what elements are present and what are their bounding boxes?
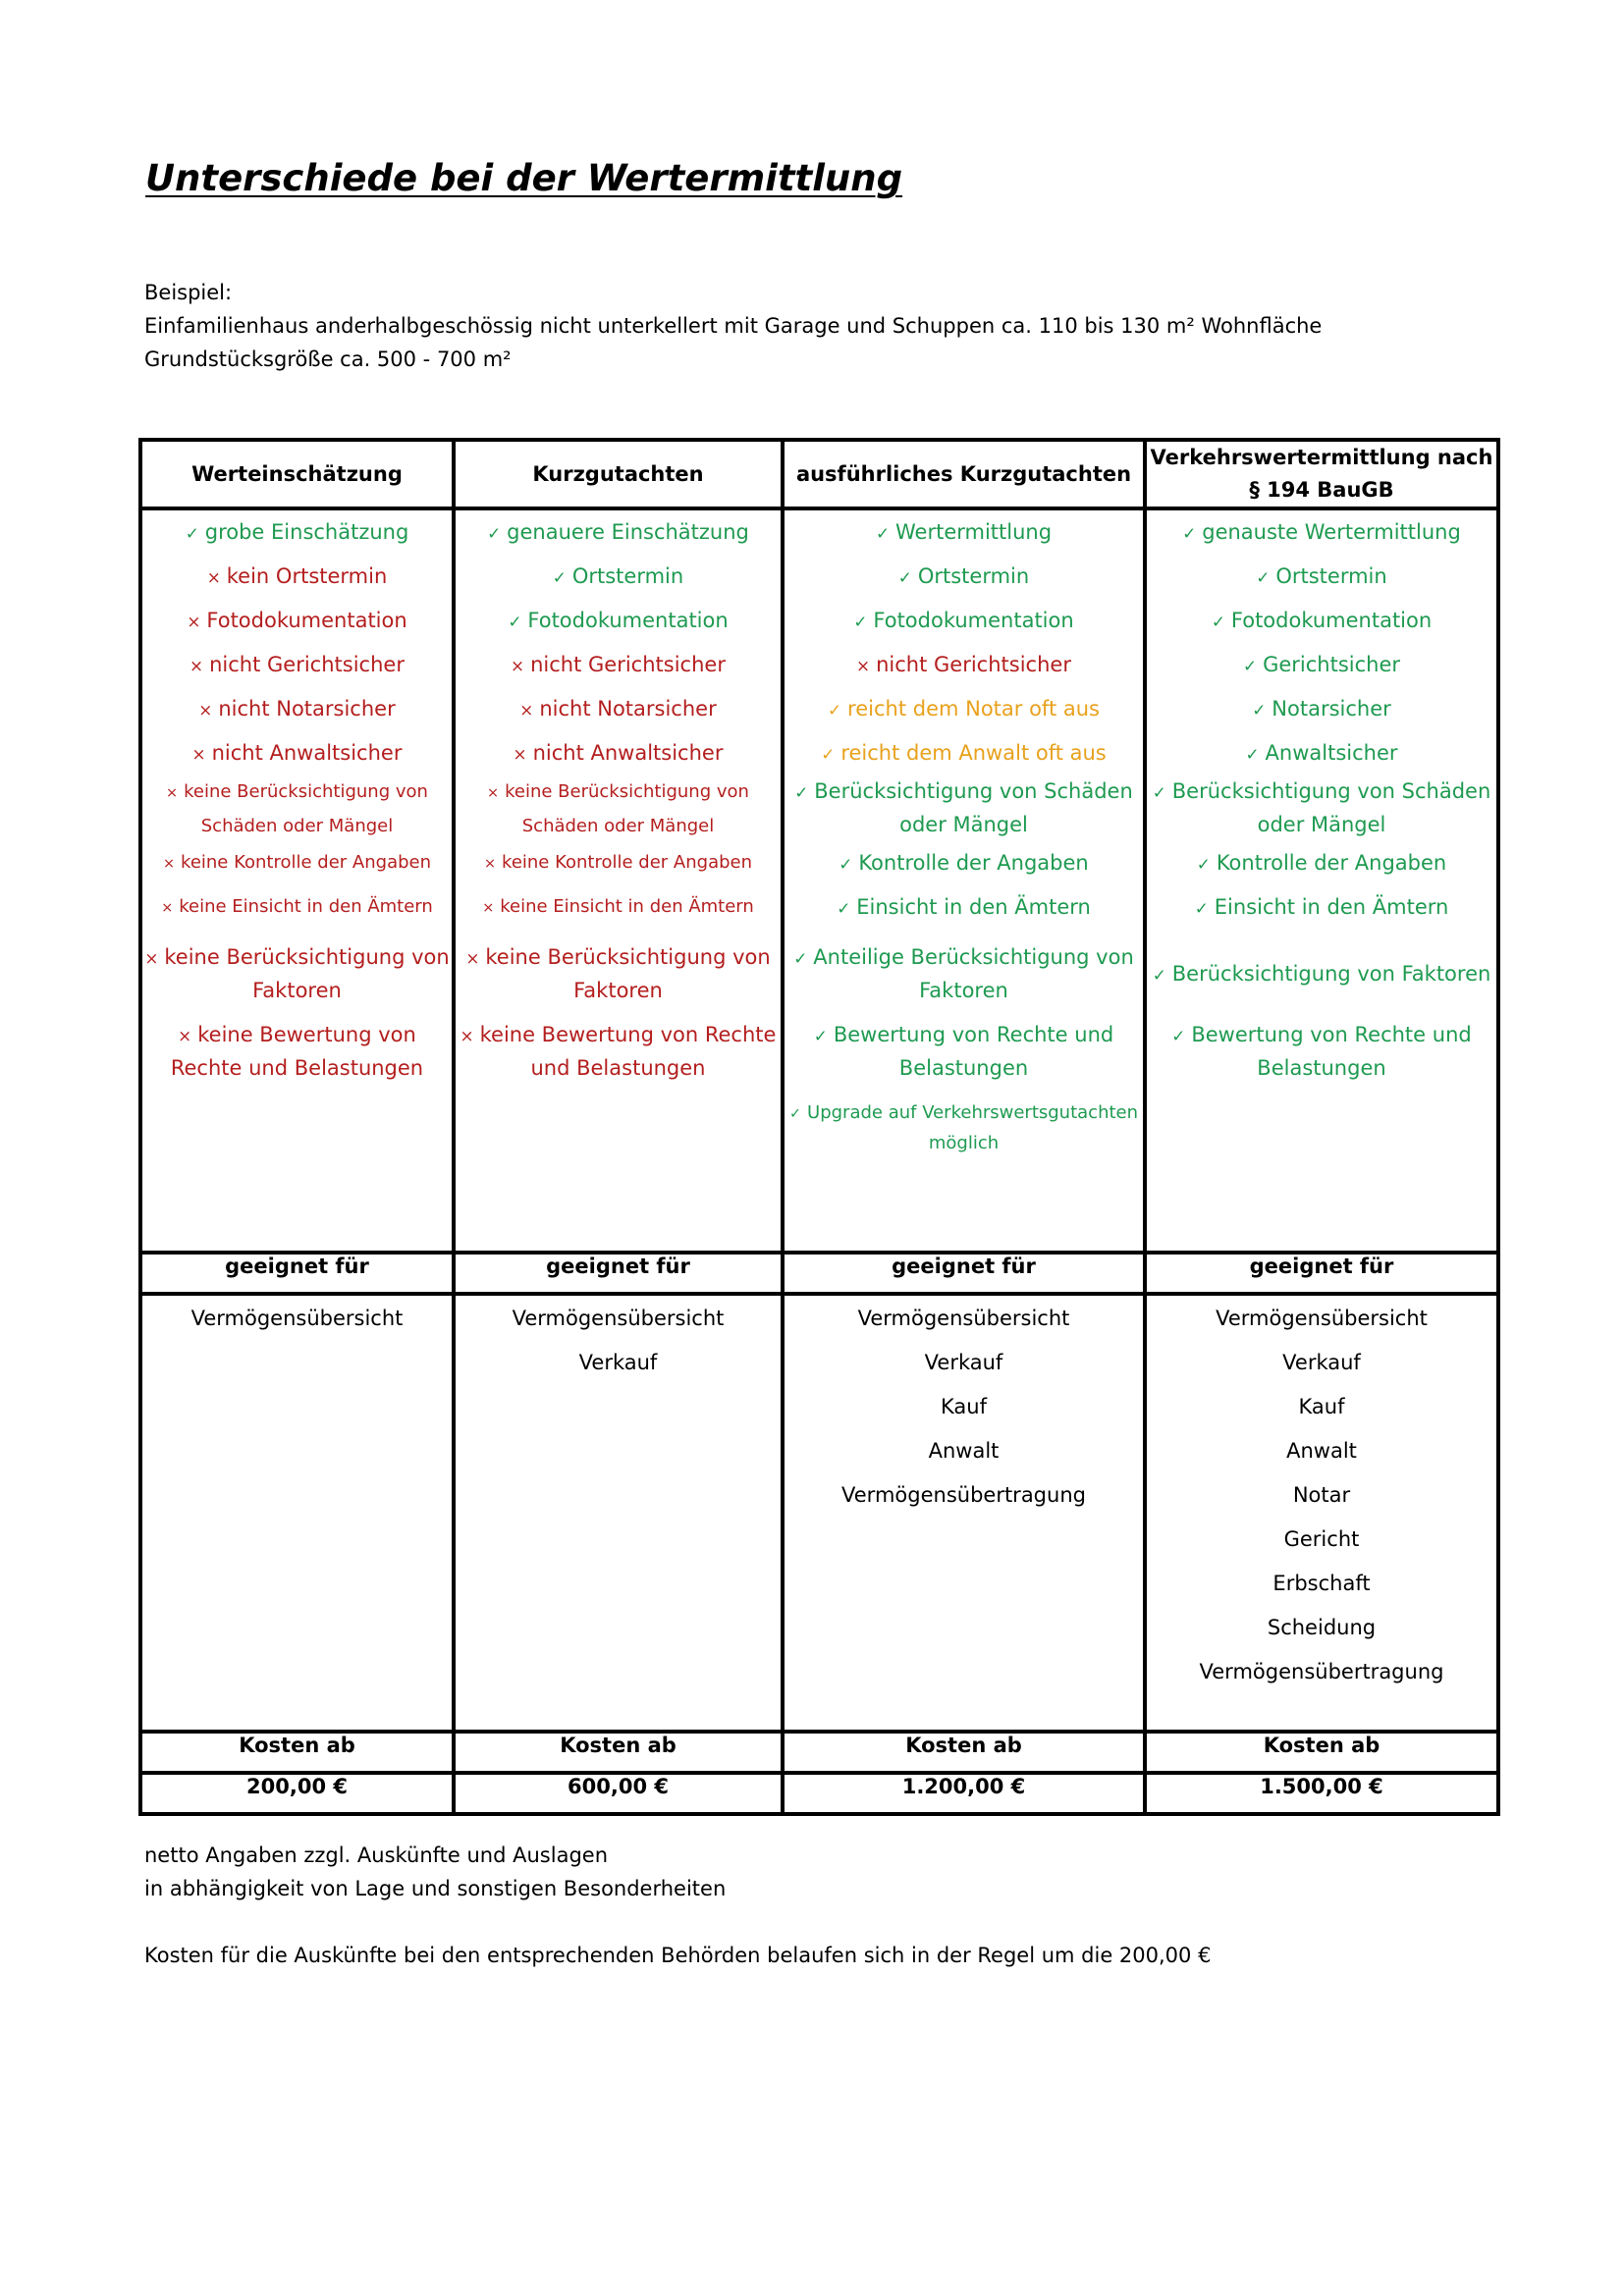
feature-text: Kontrolle der Angaben	[1216, 850, 1447, 875]
features-cell	[783, 508, 1145, 1253]
use-item: Scheidung	[1267, 1615, 1377, 1639]
feature-text: nicht Notarsicher	[218, 696, 396, 721]
check-icon: ✓	[897, 566, 912, 587]
uses-cell	[140, 1294, 454, 1732]
cross-icon: ×	[513, 743, 527, 764]
use-item: Verkauf	[578, 1350, 658, 1374]
feature-item	[142, 841, 452, 885]
features-cell	[1145, 508, 1498, 1253]
cross-icon: ×	[511, 655, 525, 675]
use-item: Vermögensübersicht	[512, 1306, 725, 1330]
feature-text: genauere Einschätzung	[507, 519, 749, 544]
feature-item	[456, 775, 781, 841]
feature-item	[785, 687, 1143, 731]
suitable-label: geeignet für	[783, 1253, 1145, 1294]
cost-label-row	[140, 1732, 1498, 1773]
feature-item	[1147, 687, 1496, 731]
feature-item	[1147, 775, 1496, 841]
use-item: Verkauf	[924, 1350, 1003, 1374]
cross-icon: ×	[198, 699, 213, 720]
cost-value-row	[140, 1773, 1498, 1814]
header-row	[140, 440, 1498, 508]
cost-value: 1.500,00 €	[1145, 1773, 1498, 1814]
suitable-label: geeignet für	[1145, 1253, 1498, 1294]
check-icon: ✓	[827, 699, 842, 720]
feature-item	[142, 599, 452, 643]
cross-icon: ×	[206, 566, 221, 587]
check-icon: ✓	[1182, 522, 1197, 543]
feature-text: Anwaltsicher	[1265, 740, 1398, 765]
cost-label: Kosten ab	[454, 1732, 783, 1773]
feature-text: Ortstermin	[917, 563, 1030, 588]
cost-value: 200,00 €	[140, 1773, 454, 1814]
check-icon: ✓	[487, 522, 502, 543]
feature-text: Fotodokumentation	[527, 608, 729, 632]
note-line-3: Kosten für die Auskünfte bei den entsprechenden Behörden belaufen sich in der Regel um die 200,00 €	[144, 1944, 1212, 1967]
feature-text: Ortstermin	[571, 563, 684, 588]
cross-icon: ×	[161, 900, 174, 916]
feature-item	[456, 599, 781, 643]
cross-icon: ×	[178, 1026, 192, 1045]
feature-text: Fotodokumentation	[1230, 608, 1433, 632]
check-icon: ✓	[1152, 782, 1166, 802]
check-icon: ✓	[788, 1105, 802, 1122]
feature-item	[785, 510, 1143, 555]
cost-value: 600,00 €	[454, 1773, 783, 1814]
cross-icon: ×	[144, 948, 159, 968]
feature-item	[1147, 510, 1496, 555]
cross-icon: ×	[482, 900, 495, 916]
feature-item	[456, 731, 781, 775]
feature-text: Ortstermin	[1275, 563, 1387, 588]
feature-item	[1147, 731, 1496, 775]
use-item: Kauf	[941, 1394, 987, 1418]
check-icon: ✓	[1211, 611, 1225, 631]
feature-item	[142, 643, 452, 687]
feature-item	[142, 775, 452, 841]
feature-item	[785, 941, 1143, 1007]
feature-text: keine Bewertung von Rechte und Belastungen	[170, 1023, 424, 1080]
feature-item	[142, 1019, 452, 1085]
check-icon: ✓	[794, 782, 809, 802]
features-row	[140, 508, 1498, 1253]
cross-icon: ×	[487, 784, 500, 801]
uses-cell	[454, 1294, 783, 1732]
use-item: Verkauf	[1282, 1350, 1361, 1374]
cross-icon: ×	[166, 784, 179, 801]
features-cell	[454, 508, 783, 1253]
feature-item	[456, 885, 781, 930]
cross-icon: ×	[191, 743, 206, 764]
page-title: Unterschiede bei der Wertermittlung	[145, 157, 903, 199]
use-item: Vermögensübersicht	[857, 1306, 1070, 1330]
check-icon: ✓	[1243, 655, 1258, 675]
feature-text: keine Einsicht in den Ämtern	[179, 896, 433, 917]
column-header: Kurzgutachten	[454, 440, 783, 508]
check-icon: ✓	[837, 897, 851, 918]
feature-item	[785, 1019, 1143, 1085]
check-icon: ✓	[813, 1026, 828, 1045]
feature-item	[785, 885, 1143, 930]
feature-item	[456, 841, 781, 885]
feature-text: Einsicht in den Ämtern	[856, 894, 1091, 919]
intro-label: Beispiel:	[144, 281, 233, 304]
check-icon: ✓	[1171, 1026, 1186, 1045]
check-icon: ✓	[552, 566, 567, 587]
column-header: Verkehrswertermittlung nach § 194 BauGB	[1145, 440, 1498, 508]
feature-text: Gerichtsicher	[1263, 652, 1400, 676]
use-item: Gericht	[1283, 1526, 1360, 1551]
feature-text: Notarsicher	[1272, 696, 1391, 721]
feature-text: grobe Einschätzung	[204, 519, 409, 544]
feature-item	[785, 841, 1143, 885]
uses-cell	[783, 1294, 1145, 1732]
use-item: Vermögensübersicht	[1216, 1306, 1428, 1330]
feature-text: keine Bewertung von Rechte und Belastungen	[479, 1023, 777, 1080]
cross-icon: ×	[483, 856, 497, 872]
feature-text: Fotodokumentation	[206, 608, 407, 632]
feature-text: Bewertung von Rechte und Belastungen	[1191, 1023, 1472, 1080]
check-icon: ✓	[839, 853, 853, 874]
feature-item	[456, 555, 781, 599]
feature-item	[1147, 941, 1496, 1007]
feature-text: keine Berücksichtigung von Faktoren	[164, 945, 450, 1002]
cost-label: Kosten ab	[783, 1732, 1145, 1773]
feature-text: Einsicht in den Ämtern	[1214, 894, 1449, 919]
feature-text: kein Ortstermin	[226, 563, 388, 588]
suitable-label: geeignet für	[454, 1253, 783, 1294]
feature-item	[785, 555, 1143, 599]
feature-item	[142, 555, 452, 599]
feature-text: Wertermittlung	[895, 519, 1053, 544]
feature-text: nicht Anwaltsicher	[211, 740, 403, 765]
use-item: Erbschaft	[1272, 1571, 1371, 1595]
cost-label: Kosten ab	[1145, 1732, 1498, 1773]
feature-text: nicht Notarsicher	[539, 696, 717, 721]
check-icon: ✓	[1196, 853, 1211, 874]
feature-text: Fotodokumentation	[873, 608, 1074, 632]
cost-label: Kosten ab	[140, 1732, 454, 1773]
column-header: ausführliches Kurzgutachten	[783, 440, 1145, 508]
feature-item	[785, 775, 1143, 841]
feature-text: keine Berücksichtigung von Schäden oder Mängel	[184, 780, 428, 836]
check-icon: ✓	[875, 522, 890, 543]
feature-item	[1147, 885, 1496, 930]
cross-icon: ×	[856, 655, 871, 675]
check-icon: ✓	[1252, 699, 1267, 720]
feature-item	[456, 941, 781, 1007]
cross-icon: ×	[187, 611, 201, 631]
use-item: Vermögensübertragung	[1199, 1659, 1444, 1683]
feature-item	[142, 510, 452, 555]
feature-text: keine Kontrolle der Angaben	[502, 852, 753, 873]
intro-line-2: Grundstücksgröße ca. 500 - 700 m²	[144, 347, 512, 371]
feature-item	[1147, 599, 1496, 643]
feature-item	[142, 941, 452, 1007]
feature-text: Upgrade auf Verkehrswertsgutachten möglich	[807, 1101, 1139, 1153]
feature-text: Berücksichtigung von Faktoren	[1171, 961, 1491, 986]
note-line-1: netto Angaben zzgl. Auskünfte und Auslagen	[144, 1843, 608, 1867]
column-header: Werteinschätzung	[140, 440, 454, 508]
check-icon: ✓	[1152, 964, 1166, 985]
note-line-2: in abhängigkeit von Lage und sonstigen Besonderheiten	[144, 1877, 727, 1900]
feature-text: keine Einsicht in den Ämtern	[500, 896, 754, 917]
feature-text: Berücksichtigung von Schäden oder Mängel	[814, 779, 1133, 836]
use-item: Notar	[1292, 1482, 1351, 1507]
feature-item	[456, 643, 781, 687]
feature-item	[142, 687, 452, 731]
feature-text: keine Berücksichtigung von Faktoren	[485, 945, 771, 1002]
intro-line-1: Einfamilienhaus anderhalbgeschössig nicht unterkellert mit Garage und Schuppen ca. 110 bis 130 m² Wohnfläche	[144, 314, 1323, 338]
feature-text: Bewertung von Rechte und Belastungen	[833, 1023, 1114, 1080]
uses-cell	[1145, 1294, 1498, 1732]
notes-block	[144, 1839, 1211, 1972]
use-item: Anwalt	[1286, 1438, 1357, 1463]
feature-text: genauste Wertermittlung	[1202, 519, 1461, 544]
use-item: Anwalt	[928, 1438, 1000, 1463]
feature-text: keine Kontrolle der Angaben	[181, 852, 432, 873]
intro-block	[144, 276, 1322, 376]
use-item: Vermögensübersicht	[190, 1306, 404, 1330]
check-icon: ✓	[853, 611, 868, 631]
feature-text: reicht dem Notar oft aus	[847, 696, 1100, 721]
feature-text: nicht Anwaltsicher	[532, 740, 724, 765]
check-icon: ✓	[185, 522, 199, 543]
cross-icon: ×	[465, 948, 480, 968]
feature-text: keine Berücksichtigung von Schäden oder Mängel	[505, 780, 749, 836]
feature-item	[785, 1098, 1143, 1157]
cross-icon: ×	[162, 856, 176, 872]
feature-item	[785, 643, 1143, 687]
feature-item	[1147, 841, 1496, 885]
uses-row	[140, 1294, 1498, 1732]
feature-item	[1147, 643, 1496, 687]
feature-item	[456, 687, 781, 731]
check-icon: ✓	[1245, 743, 1260, 764]
feature-item	[142, 731, 452, 775]
feature-text: nicht Gerichtsicher	[209, 652, 405, 676]
check-icon: ✓	[1256, 566, 1271, 587]
feature-item	[1147, 555, 1496, 599]
feature-text: nicht Gerichtsicher	[876, 652, 1071, 676]
feature-item	[1147, 1019, 1496, 1085]
feature-item	[456, 510, 781, 555]
check-icon: ✓	[793, 948, 808, 968]
cost-value: 1.200,00 €	[783, 1773, 1145, 1814]
features-cell	[140, 508, 454, 1253]
feature-item	[785, 731, 1143, 775]
cross-icon: ×	[460, 1026, 474, 1045]
use-item: Vermögensübertragung	[841, 1482, 1086, 1507]
feature-text: Anteilige Berücksichtigung von Faktoren	[813, 945, 1134, 1002]
feature-text: nicht Gerichtsicher	[530, 652, 726, 676]
cross-icon: ×	[189, 655, 204, 675]
check-icon: ✓	[508, 611, 522, 631]
cross-icon: ×	[519, 699, 534, 720]
feature-text: Kontrolle der Angaben	[858, 850, 1089, 875]
suitable-label: geeignet für	[140, 1253, 454, 1294]
feature-item	[785, 599, 1143, 643]
feature-item	[142, 885, 452, 930]
feature-text: Berücksichtigung von Schäden oder Mängel	[1171, 779, 1491, 836]
check-icon: ✓	[1194, 897, 1209, 918]
feature-item	[456, 1019, 781, 1085]
feature-text: reicht dem Anwalt oft aus	[840, 740, 1107, 765]
comparison-table	[138, 438, 1500, 1816]
use-item: Kauf	[1298, 1394, 1345, 1418]
suitable-label-row	[140, 1253, 1498, 1294]
check-icon: ✓	[821, 743, 836, 764]
